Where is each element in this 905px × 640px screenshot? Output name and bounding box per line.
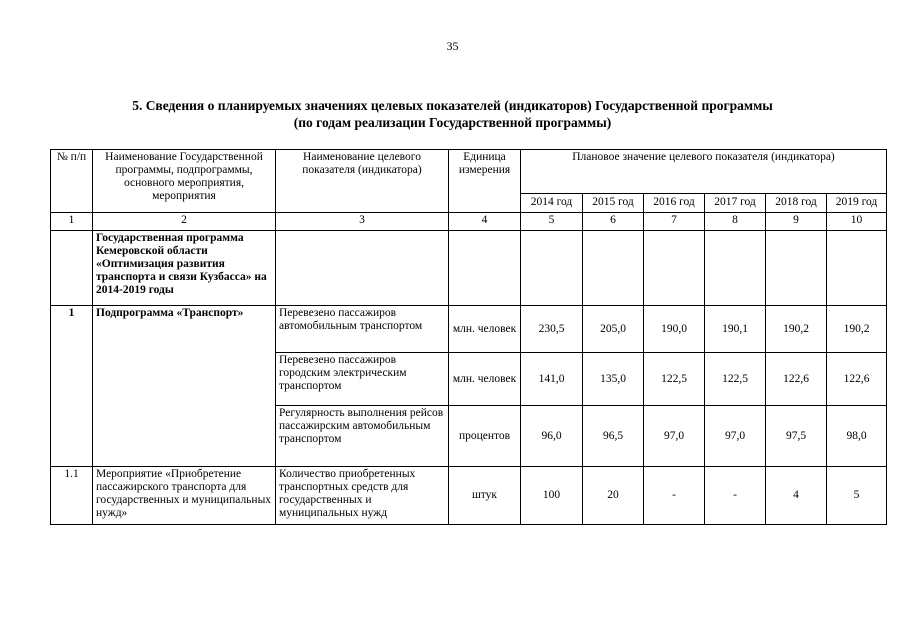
value-cell: 141,0 <box>521 353 583 406</box>
table-row <box>51 306 887 353</box>
indicator-name: Перевезено пассажиров городским электрическим транспортом <box>276 353 449 406</box>
col-number: 2 <box>93 213 276 231</box>
value-cell: 190,2 <box>766 306 827 353</box>
subprogram-name: Подпрограмма «Транспорт» <box>93 306 276 467</box>
value-cell: 97,0 <box>644 406 705 467</box>
col-number: 3 <box>276 213 449 231</box>
value-cell: 122,5 <box>705 353 766 406</box>
header-program: Наименование Государственной программы, подпрограммы, основного мероприятия, мероприятия <box>93 150 276 213</box>
indicator-name: Регулярность выполнения рейсов пассажирским автомобильным транспортом <box>276 406 449 467</box>
value-cell: 190,0 <box>644 306 705 353</box>
title-line-1: 5. Сведения о планируемых значениях целевых показателей (индикаторов) Государственной программы <box>132 98 773 113</box>
col-number: 6 <box>583 213 644 231</box>
value-cell: 96,5 <box>583 406 644 467</box>
indicators-table <box>50 149 887 525</box>
header-year: 2017 год <box>705 194 766 213</box>
table-row <box>51 231 887 306</box>
col-number: 9 <box>766 213 827 231</box>
document-title <box>0 97 905 131</box>
program-name: Государственная программа Кемеровской области «Оптимизация развития транспорта и связи Кузбасса» на 2014-2019 годы <box>93 231 276 306</box>
header-year: 2016 год <box>644 194 705 213</box>
header-num: № п/п <box>51 150 93 213</box>
header-year: 2019 год <box>827 194 887 213</box>
value-cell: - <box>644 467 705 525</box>
table-row <box>51 467 887 525</box>
header-year: 2014 год <box>521 194 583 213</box>
header-year: 2015 год <box>583 194 644 213</box>
value-cell: - <box>705 467 766 525</box>
value-cell: 20 <box>583 467 644 525</box>
value-cell: 190,1 <box>705 306 766 353</box>
col-number: 8 <box>705 213 766 231</box>
value-cell: 205,0 <box>583 306 644 353</box>
value-cell: 98,0 <box>827 406 887 467</box>
value-cell: 5 <box>827 467 887 525</box>
header-unit: Единица измерения <box>449 150 521 213</box>
value-cell: 122,6 <box>827 353 887 406</box>
value-cell: 96,0 <box>521 406 583 467</box>
value-cell: 122,5 <box>644 353 705 406</box>
measure-name: Мероприятие «Приобретение пассажирского транспорта для государственных и муниципальных нужд» <box>93 467 276 525</box>
unit-cell: штук <box>449 467 521 525</box>
row-number: 1 <box>51 306 93 467</box>
value-cell: 100 <box>521 467 583 525</box>
value-cell: 4 <box>766 467 827 525</box>
row-number: 1.1 <box>51 467 93 525</box>
column-number-row <box>51 213 887 231</box>
header-row <box>51 150 887 194</box>
indicator-name: Перевезено пассажиров автомобильным транспортом <box>276 306 449 353</box>
header-plan: Плановое значение целевого показателя (индикатора) <box>521 150 887 194</box>
value-cell: 97,0 <box>705 406 766 467</box>
col-number: 10 <box>827 213 887 231</box>
unit-cell: млн. человек <box>449 353 521 406</box>
col-number: 1 <box>51 213 93 231</box>
col-number: 4 <box>449 213 521 231</box>
unit-cell: млн. человек <box>449 306 521 353</box>
value-cell: 122,6 <box>766 353 827 406</box>
page-number: 35 <box>446 39 459 53</box>
value-cell: 230,5 <box>521 306 583 353</box>
value-cell: 97,5 <box>766 406 827 467</box>
header-indicator: Наименование целевого показателя (индикатора) <box>276 150 449 213</box>
col-number: 7 <box>644 213 705 231</box>
header-year: 2018 год <box>766 194 827 213</box>
unit-cell: процентов <box>449 406 521 467</box>
value-cell: 190,2 <box>827 306 887 353</box>
indicator-name: Количество приобретенных транспортных средств для государственных и муниципальных нужд <box>276 467 449 525</box>
value-cell: 135,0 <box>583 353 644 406</box>
title-line-2: (по годам реализации Государственной программы) <box>293 115 612 130</box>
col-number: 5 <box>521 213 583 231</box>
